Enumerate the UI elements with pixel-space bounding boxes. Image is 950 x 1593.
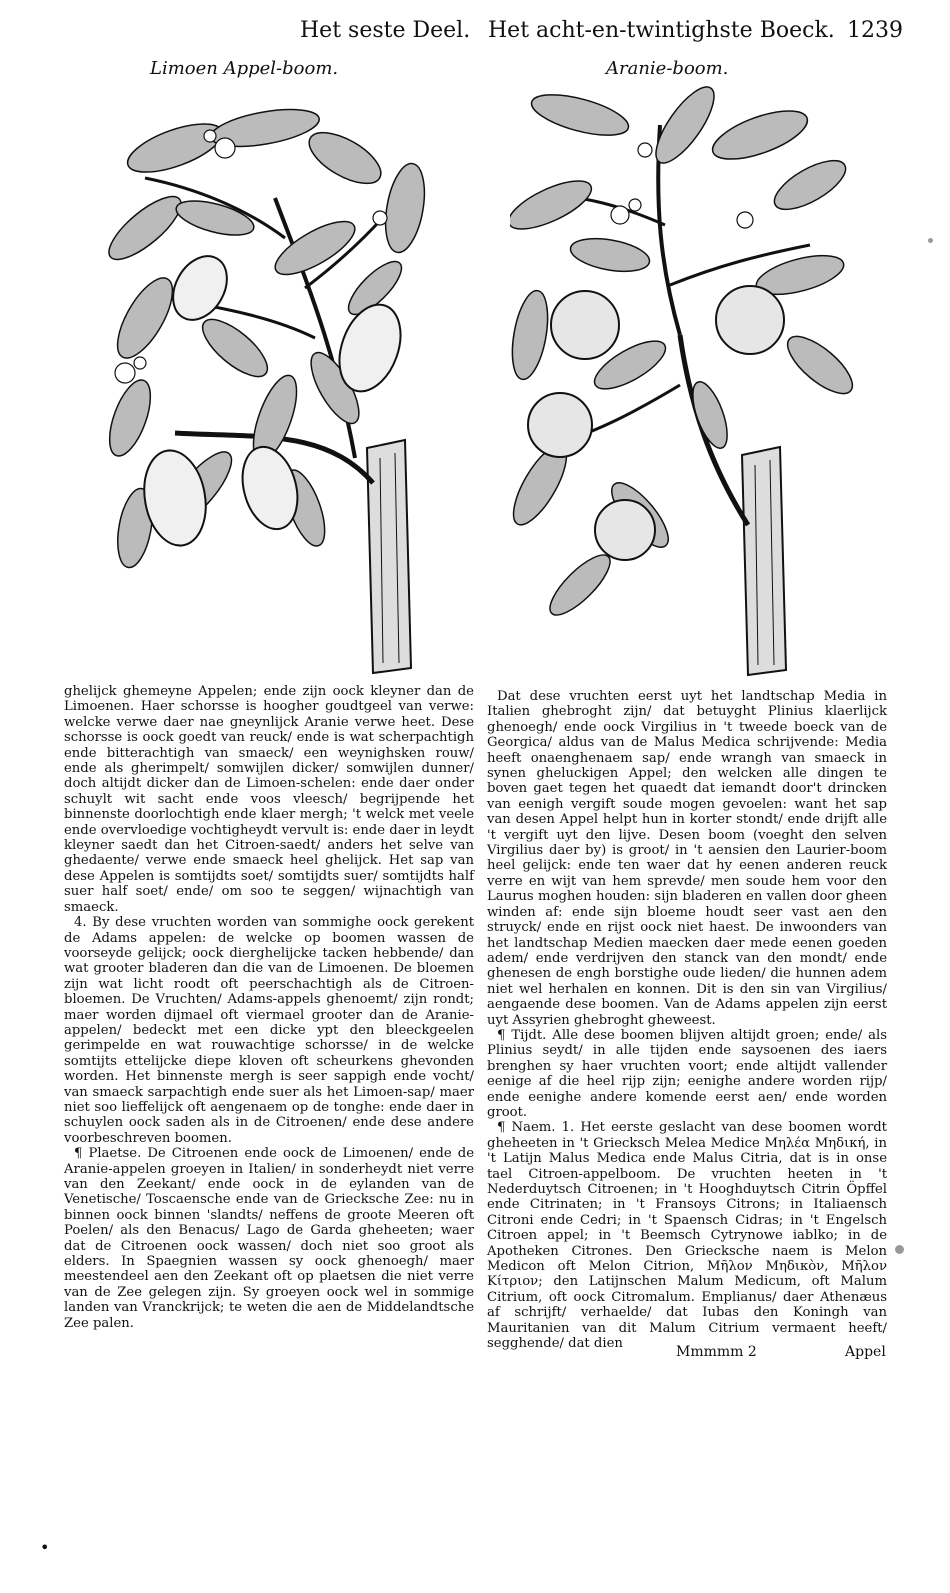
- left-paragraph-2: 4. By dese vruchten worden van sommighe oock gerekent de Adams appelen: de welcke op boomen wassen de voorseyde gelijck; oock dierghelijcke tacken hebbende/ dan wat grooter bladeren dan die van de Limoenen. De bloemen zijn wat licht roodt oft peerschachtigh als de Citroen-bloemen. De Vruchten/ Adams-appels ghenoemt/ zijn rondt; maer worden dijmael oft viermael grooter dan de Aranie-appelen/ bedeckt met een dicke ypt den bleeckgeelen gerimpelde en wat rouwachtige schorsse/ in de welcke somtijts ettelijcke diepe kloven oft scheurkens ghevonden worden. Het binnenste mergh is seer sappigh ende vocht/ van smaeck sarpachtigh ende suer als het Limoen-sap/ maer niet soo lieffelijck oft aengenaem op de tonghe: ende daer in schuylen oock saden als in de Citroenen/ ende dese andere voorbeschreven boomen.: [64, 915, 474, 1146]
- ink-blot: •: [40, 1538, 50, 1557]
- right-text-column: [487, 689, 887, 1351]
- left-paragraph-3: ¶ Plaetse. De Citroenen ende oock de Limoenen/ ende de Aranie-appelen groeyen in Italien/ in sonderheydt niet verre van den Zeekant/ ende oock in de eylanden van de Venetische/ Toscaensche ende van de Griecksche Zee: nu in binnen oock binnen 'slandts/ neffens de groote Meeren oft Poelen/ als den Benacus/ Lago de Garda gheheeten; waer dat de Citroenen oock wassen/ doch niet soo groot als elders. In Spaegnien wassen sy oock ghenoegh/ maer meestendeel aen den Zeekant oft op plaetsen die niet verre van de Zee gelegen zijn. Sy groeyen oock wel in sommige landen van Vranckrijck; te weten die aen de Middelandtsche Zee palen.: [64, 1146, 474, 1331]
- ink-speck: [928, 238, 933, 243]
- left-text-column: [64, 684, 474, 1331]
- right-paragraph-1: Dat dese vruchten eerst uyt het landtschap Media in Italien ghebroght zijn/ dat betuyght Plinius klaerlijck ghenoegh/ ende oock Virgilius in 't tweede boeck van de Georgica/ aldus van de Malus Medica schrijvende: Media heeft onaenghenaem sap/ ende wrangh van smaeck in synen gheluckigen Appel; den welcken alle dingen te boven gaet tegen het quaedt dat iemandt door't drincken van eenigh vergift soude mogen gevoelen: want het sap van desen Appel helpt hun in korter stondt/ ende drijft alle 't vergift uyt den lijve. Desen boom (voeght den selven Virgilius daer by) is groot/ in 't aensien den Laurier-boom heel gelijck: ende ten waer dat hy eenen anderen reuck verre en wijt van hem sprevde/ men soude hem voor den Laurus moghen houden: sijn bladeren en vallen door gheen winden af: ende sijn bloeme houdt seer vast aen den struyck/ ende en rijst oock niet haest. De inwoonders van het landtschap Medien maecken daer mede eenen goeden adem/ ende verdrijven den stanck van den mondt/ ende ghenesen de engh borstighe oude lieden/ die hunnen adem niet wel herhalen en konnen. Dit is den sin van Virgilius/ aengaende dese boomen. Van de Adams appelen zijn eerst uyt Assyrien ghebroght gheweest.: [487, 689, 887, 1028]
- lemon-tree-illustration: [105, 88, 435, 678]
- right-paragraph-3: ¶ Naem. 1. Het eerste geslacht van dese boomen wordt gheheeten in 't Griecksch Melea Medice Μηλέα Μηδική, in 't Latijn Malus Medica ende Malus Citria, dat is in onse tael Citroen-appelboom. De vruchten heeten in 't Nederduytsch Citroenen; in 't Hooghduytsch Citrin Öpffel ende Citrinaten; in 't Fransoys Citrons; in Italiaensch Citroni ende Cedri; in 't Spaensch Cidras; in 't Engelsch Citroen appel; in 't Beemsch Cytrynowe iablko; in de Apotheken Citrones. Den Griecksche naem is Melon Medicon oft Melon Citrion, Μῆλον Μηδικὸν, Μῆλον Κίτριον; den Latijnschen Malum Medicum, oft Malum Citrium, oft oock Citromalum. Emplianus/ daer Athenæus af schrijft/ verhaelde/ dat Iubas den Koningh van Mauritanien van dit Malum Citrium vermaent heeft/ segghende/ dat dien: [487, 1120, 887, 1352]
- ink-speck: [895, 1245, 904, 1254]
- orange-tree-illustration: [510, 85, 855, 680]
- signature-mark: Mmmmm 2: [676, 1344, 757, 1360]
- figure-caption-left: Limoen Appel-boom.: [150, 58, 339, 79]
- left-paragraph-1: ghelijck ghemeyne Appelen; ende zijn oock kleyner dan de Limoenen. Haer schorsse is hoogher goudtgeel van verwe: welcke verwe daer nae gneynlijck Aranie verwe heet. Dese schorsse is oock goedt van reuck/ ende is wat scherpachtigh ende bitterachtigh van smaeck/ een weynighsken rouw/ ende als gherimpelt/ somwijlen dicker/ somwijlen dunner/ doch altijdt dicker dan de Limoen-schelen: ende daer onder schuylt wit sacht ende voos vleesch/ begrijpende het binnenste doorlochtigh ende klaer mergh; 't welck met veele ende overvloedige vochtigheydt vervult is: ende daer in leydt kleyner saedt dan het Citroen-saedt/ anders het selve van ghedaente/ verwe ende smaeck heel ghelijck. Het sap van dese Appelen is somtijdts soet/ somtijdts suer/ somtijdts half suer half soet/ ende/ om soo te seggen/ wijnachtigh van smaeck.: [64, 684, 474, 915]
- running-header-left: Het seste Deel.: [300, 18, 471, 43]
- right-paragraph-2: ¶ Tijdt. Alle dese boomen blijven altijdt groen; ende/ als Plinius seydt/ in alle tijden ende saysoenen des iaers brenghen sy haer vruchten voort; ende altijdt vallender eenige af die heel rijp zijn; eenighe andere worden rijp/ ende eenighe andere komende eerst aen/ ende worden groot.: [487, 1027, 887, 1120]
- catchword: Appel: [845, 1344, 886, 1360]
- page-number: 1239: [847, 18, 903, 43]
- figure-caption-right: Aranie-boom.: [606, 58, 729, 79]
- running-header-right: Het acht-en-twintighste Boeck.: [488, 18, 835, 43]
